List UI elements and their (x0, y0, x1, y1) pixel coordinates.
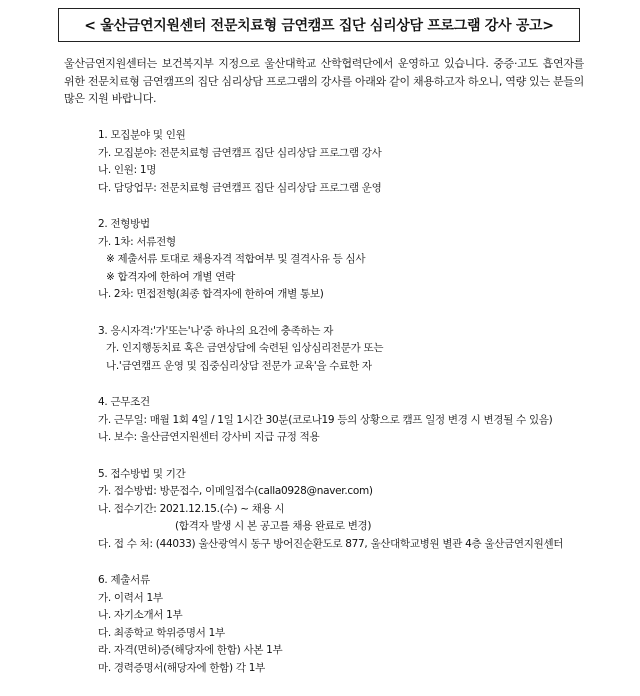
section-documents (96, 572, 596, 677)
section-item: 다. 접 수 처: (44033) 울산광역시 동구 방어진순환도로 877, 울산대학교병원 별관 4층 울산금연지원센터 (98, 537, 564, 550)
section-recruitment (96, 127, 596, 197)
section-item: 가. 1차: 서류전형 (98, 235, 176, 248)
section-item: 가. 인지행동치료 혹은 금연상담에 숙련된 임상심리전문가 또는 (106, 342, 384, 354)
section-application (96, 466, 596, 554)
section-heading: 4. 근무조건 (98, 396, 150, 408)
section-item: 나. 2차: 면접전형(최종 합격자에 한하여 개별 통보) (98, 288, 324, 300)
section-item: 다. 최종학교 학위증명서 1부 (98, 626, 225, 639)
notice-title-box (58, 8, 580, 42)
section-item: 라. 자격(면허)증(해당자에 한함) 사본 1부 (98, 644, 283, 656)
section-note: ※ 합격자에 한하여 개별 연락 (106, 270, 235, 283)
section-note: (합격자 발생 시 본 공고를 채용 완료로 변경) (175, 520, 372, 532)
section-item: 나.'금연캠프 운영 및 집중심리상담 전문가 교육'을 수료한 자 (106, 359, 372, 372)
section-item: 나. 자기소개서 1부 (98, 609, 183, 621)
notice-body (96, 127, 596, 696)
section-note: ※ 제출서류 토대로 채용자격 적합여부 및 결격사유 등 심사 (106, 253, 366, 265)
section-heading: 5. 접수방법 및 기간 (98, 467, 186, 480)
section-item: 가. 근무일: 매월 1회 4일 / 1일 1시간 30분(코로나19 등의 상황으로 캠프 일정 변경 시 변경될 수 있음) (98, 413, 553, 426)
section-heading: 6. 제출서류 (98, 574, 150, 586)
section-heading: 1. 모집분야 및 인원 (98, 129, 186, 141)
section-qualification (96, 323, 596, 376)
section-conditions (96, 394, 596, 447)
section-item: 마. 경력증명서(해당자에 한함) 각 1부 (98, 661, 265, 674)
section-item: 나. 보수: 울산금연지원센터 강사비 지급 규정 적용 (98, 431, 320, 443)
section-item: 다. 담당업무: 전문치료형 금연캠프 집단 심리상담 프로그램 운영 (98, 181, 382, 194)
section-item: 가. 이력서 1부 (98, 591, 163, 604)
notice-title: < 울산금연지원센터 전문치료형 금연캠프 집단 심리상담 프로그램 강사 공고> (84, 18, 554, 34)
section-selection (96, 216, 596, 304)
section-item: 나. 접수기간: 2021.12.15.(수) ~ 채용 시 (98, 502, 285, 515)
section-heading: 3. 응시자격:'가'또는'나'중 하나의 요건에 충족하는 자 (98, 324, 334, 337)
section-heading: 2. 전형방법 (98, 218, 150, 230)
section-item: 가. 모집분야: 전문치료형 금연캠프 집단 심리상담 프로그램 강사 (98, 146, 382, 159)
section-item: 가. 접수방법: 방문접수, 이메일접수(calla0928@naver.com) (98, 485, 373, 497)
intro-paragraph: 울산금연지원센터는 보건복지부 지정으로 울산대학교 산학협력단에서 운영하고 있습니다. 중증·고도 흡연자를 위한 전문치료형 금연캠프의 집단 심리상담 프로그램의 강사를 아래와 같이 채용하고자 하오니, 역량 있는 분들의 많은 지원 바랍니다. (64, 57, 584, 105)
section-item: 나. 인원: 1명 (98, 164, 157, 176)
